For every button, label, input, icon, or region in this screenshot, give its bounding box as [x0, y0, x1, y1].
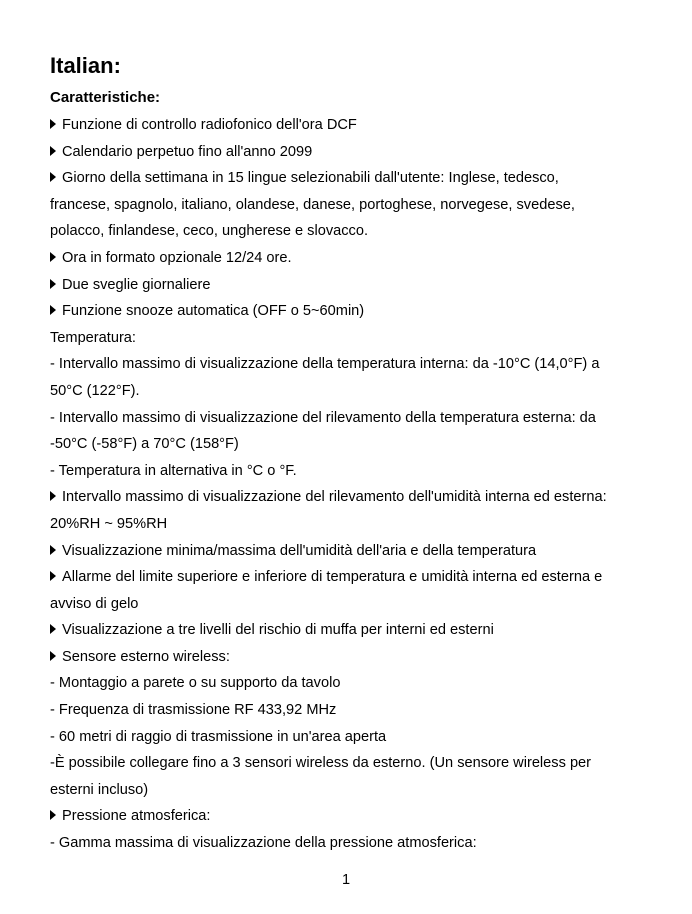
text-line [50, 726, 650, 753]
triangle-bullet-icon [50, 172, 56, 182]
triangle-bullet-icon [50, 545, 56, 555]
line-text: 50°C (122°F). [50, 382, 140, 399]
triangle-bullet-icon [50, 491, 56, 501]
text-line [50, 433, 650, 460]
line-text: - Intervallo massimo di visualizzazione del rilevamento della temperatura esterna: da [50, 409, 596, 426]
line-text: - Gamma massima di visualizzazione della pressione atmosferica: [50, 835, 477, 852]
line-text: Funzione snooze automatica (OFF o 5~60min) [62, 303, 365, 320]
triangle-bullet-icon [50, 624, 56, 634]
line-text: Visualizzazione a tre livelli del rischio di muffa per interni ed esterni [62, 622, 494, 639]
line-text: Sensore esterno wireless: [62, 648, 230, 665]
line-text: Due sveglie giornaliere [62, 276, 211, 293]
line-text: - Intervallo massimo di visualizzazione della temperatura interna: da -10°C (14,0°F) a [50, 356, 600, 373]
triangle-bullet-icon [50, 119, 56, 129]
line-text: - 60 metri di raggio di trasmissione in un'area aperta [50, 728, 387, 745]
text-line [50, 699, 650, 726]
line-text: -È possibile collegare fino a 3 sensori wireless da esterno. (Un sensore wireless per [50, 755, 592, 772]
text-line [50, 832, 650, 859]
text-line [50, 593, 650, 620]
triangle-bullet-icon [50, 146, 56, 156]
line-text: Funzione di controllo radiofonico dell'ora DCF [62, 117, 357, 133]
feature-list [50, 114, 650, 859]
triangle-bullet-icon [50, 651, 56, 661]
text-line [50, 672, 650, 699]
bullet-line [50, 247, 650, 274]
triangle-bullet-icon [50, 252, 56, 262]
bullet-line [50, 300, 650, 327]
line-text: Pressione atmosferica: [62, 808, 211, 825]
triangle-bullet-icon [50, 305, 56, 315]
bullet-line [50, 619, 650, 646]
line-text: - Temperatura in alternativa in °C o °F. [50, 462, 297, 479]
triangle-bullet-icon [50, 571, 56, 581]
line-text: Allarme del limite superiore e inferiore di temperatura e umidità interna ed esterna e [62, 569, 603, 586]
line-text: avviso di gelo [50, 595, 139, 612]
bullet-line [50, 540, 650, 567]
triangle-bullet-icon [50, 279, 56, 289]
bullet-line [50, 646, 650, 673]
bullet-line [50, 805, 650, 832]
bullet-line [50, 167, 650, 194]
text-line [50, 513, 650, 540]
section-heading: Caratteristiche: [50, 89, 161, 106]
bullet-line [50, 486, 650, 513]
text-line [50, 194, 650, 221]
line-text: polacco, finlandese, ceco, ungherese e slovacco. [50, 223, 369, 240]
page-number: 1 [341, 872, 351, 888]
line-text: Calendario perpetuo fino all'anno 2099 [62, 143, 313, 160]
page-title: Italian: [50, 53, 121, 78]
line-text: Temperatura: [50, 329, 136, 346]
line-text: - Frequenza di trasmissione RF 433,92 MHz [50, 702, 337, 719]
text-line [50, 327, 650, 354]
line-text: Visualizzazione minima/massima dell'umidità dell'aria e della temperatura [62, 542, 537, 559]
text-line [50, 779, 650, 806]
line-text: Intervallo massimo di visualizzazione del rilevamento dell'umidità interna ed esterna: [62, 489, 607, 506]
bullet-line [50, 566, 650, 593]
line-text: Giorno della settimana in 15 lingue selezionabili dall'utente: Inglese, tedesco, [62, 170, 559, 187]
text-line [50, 407, 650, 434]
line-text: - Montaggio a parete o su supporto da tavolo [50, 675, 341, 692]
bullet-line [50, 274, 650, 301]
line-text: francese, spagnolo, italiano, olandese, danese, portoghese, norvegese, svedese, [50, 196, 575, 213]
line-text: -50°C (-58°F) a 70°C (158°F) [50, 436, 239, 453]
text-line [50, 220, 650, 247]
line-text: Ora in formato opzionale 12/24 ore. [62, 249, 292, 266]
triangle-bullet-icon [50, 810, 56, 820]
bullet-line [50, 114, 650, 141]
text-line [50, 353, 650, 380]
bullet-line [50, 141, 650, 168]
text-line [50, 752, 650, 779]
text-line [50, 460, 650, 487]
text-line [50, 380, 650, 407]
line-text: 20%RH ~ 95%RH [50, 515, 168, 532]
line-text: esterni incluso) [50, 781, 149, 798]
